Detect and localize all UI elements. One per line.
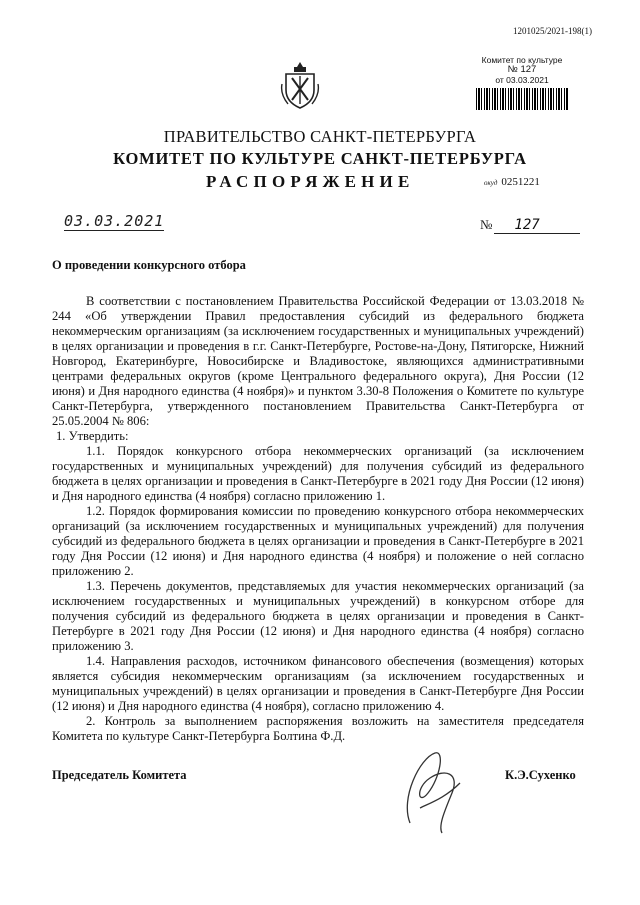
document-reference: 1201025/2021-198(1) bbox=[513, 26, 592, 36]
document-body bbox=[52, 294, 584, 744]
stamp-line-2: № 127 bbox=[507, 64, 537, 75]
stamp-line-3: от 03.03.2021 bbox=[495, 75, 549, 85]
government-title: ПРАВИТЕЛЬСТВО САНКТ-ПЕТЕРБУРГА bbox=[163, 127, 477, 146]
registration-stamp bbox=[476, 55, 568, 110]
order-number-field bbox=[480, 217, 580, 234]
paragraph-2: 2. Контроль за выполнением распоряжения возложить на заместителя председателя Комитета по культуре Санкт-Петербурга Болтина Ф.Д. bbox=[52, 714, 584, 743]
coat-of-arms-icon bbox=[280, 60, 320, 112]
document-subject: О проведении конкурсного отбора bbox=[52, 258, 246, 272]
document-type-title: РАСПОРЯЖЕНИЕ bbox=[206, 172, 415, 191]
paragraph-preamble: В соответствии с постановлением Правительства Российской Федерации от 13.03.2018 № 244 «Об утверждении Правил предоставления субсидий из федерального бюджета некоммерческим организациям (за исключением государственных и муниципальных учреждений) в целях организации и проведения в г.г. Санкт-Петербурге, Ростове-на-Дону, Пятигорске, Нижний Новгород, Екатеринбурге, Новосибирске и Владивостоке, являющихся административными центрами федеральных округов (кроме Центрального федерального округа), Дня России (12 июня) и Дня народного единства (4 ноября)» и пунктом 3.30-8 Положения о Комитете по культуре Санкт-Петербурга, утвержденного постановлением Правительства Санкт-Петербурга от 25.05.2004 № 806: bbox=[52, 294, 584, 428]
signature-icon bbox=[390, 738, 480, 838]
barcode-icon bbox=[476, 88, 568, 110]
handwritten-date: 03.03.2021 bbox=[64, 212, 165, 230]
paragraph-1-4: 1.4. Направления расходов, источником финансового обеспечения (возмещения) которых является субсидия некоммерческим организациям (за исключением государственных и муниципальных учреждений) в целях организации и проведения в Санкт-Петербурге Дня России (12 июня) и Дня народного единства (4 ноября), согласно приложению 4. bbox=[52, 654, 584, 713]
okud-value: 0251221 bbox=[501, 176, 540, 188]
paragraph-1: 1. Утвердить: bbox=[56, 429, 129, 443]
handwritten-number: 127 bbox=[494, 217, 580, 234]
signer-title: Председатель Комитета bbox=[52, 768, 187, 782]
paragraph-1-2: 1.2. Порядок формирования комиссии по проведению конкурсного отбора некоммерческих организаций (за исключением государственных и муниципальных учреждений) для получения субсидий из федерального бюджета в целях организации и проведения в Санкт-Петербурге в 2021 году Дня России (12 июня) и Дня народного единства (4 ноября) и положение о ней согласно приложению 2. bbox=[52, 504, 584, 578]
stamp-line-1: Комитет по культуре bbox=[481, 55, 563, 65]
okud-label: окуд bbox=[484, 179, 498, 187]
paragraph-1-1: 1.1. Порядок конкурсного отбора некоммерческих организаций (за исключением государственных и муниципальных учреждений) для получения субсидий из федерального бюджета в целях организации и проведения в Санкт-Петербурге в 2021 году Дня России (12 июня) и Дня народного единства (4 ноября) согласно приложению 1. bbox=[52, 444, 584, 503]
number-label: № bbox=[480, 217, 493, 232]
okud-code bbox=[484, 176, 540, 188]
committee-title: КОМИТЕТ ПО КУЛЬТУРЕ САНКТ-ПЕТЕРБУРГА bbox=[113, 149, 527, 168]
paragraph-1-3: 1.3. Перечень документов, представляемых для участия некоммерческих организаций (за исключением государственных и муниципальных учреждений) в конкурсном отборе для получения субсидий из федерального бюджета в целях организации и проведения в Санкт-Петербурге в 2021 году Дня России (12 июня) и Дня народного единства (4 ноября) согласно приложению 3. bbox=[52, 579, 584, 653]
signer-name: К.Э.Сухенко bbox=[505, 768, 576, 782]
